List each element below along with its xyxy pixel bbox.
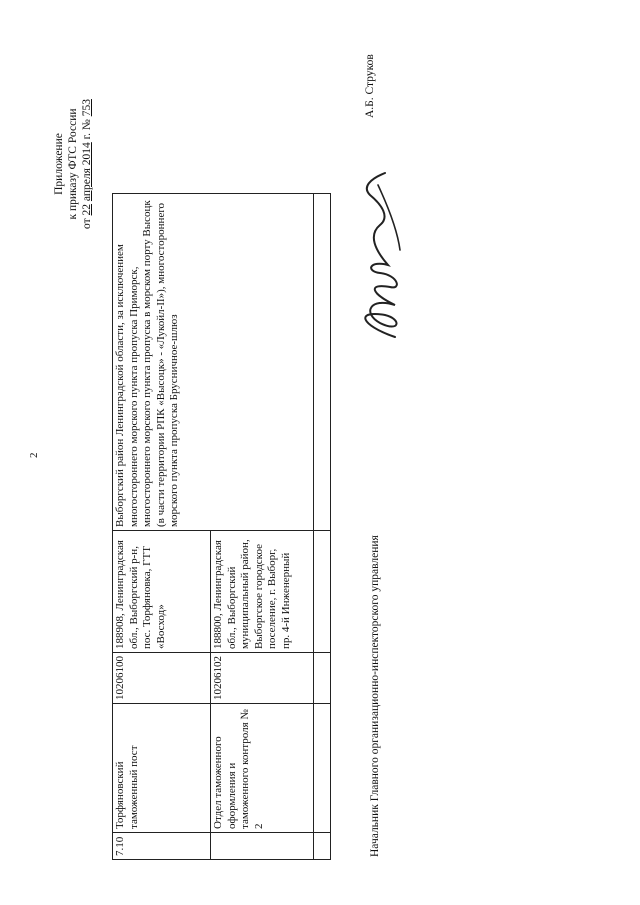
office-code: 10206100 [113, 653, 211, 704]
appendix-date-suffix: г. [81, 133, 93, 140]
table-row [113, 194, 211, 860]
appendix-date-month-year: апреля 2014 [81, 142, 93, 202]
appendix-number: 753 [81, 99, 93, 117]
appendix-line-1: Приложение [53, 133, 65, 195]
empty-cell [314, 833, 331, 860]
appendix-number-prefix: № [81, 119, 93, 131]
empty-cell [314, 194, 331, 531]
office-name: Торфяновский таможенный пост [113, 704, 211, 833]
row-number [211, 833, 314, 860]
signer-name: А.Б. Струков [364, 54, 376, 118]
customs-table [112, 193, 331, 860]
office-name: Отдел таможенного оформления и таможенного контроля № 2 [211, 704, 314, 833]
handwritten-signature [340, 165, 420, 345]
empty-cell [314, 704, 331, 833]
appendix-line-2: к приказу ФТС России [67, 108, 79, 220]
office-address: 188800, Ленинградская обл., Выборгский муниципальный район, Выборгское городское поселение, г. Выборг, пр. 4-й Инженерный [211, 531, 314, 653]
appendix-date-day: 22 [81, 203, 93, 216]
empty-cell [314, 531, 331, 653]
appendix-line-3 [80, 59, 94, 269]
table-row-empty [314, 194, 331, 860]
row-number: 7.10 [113, 833, 211, 860]
empty-cell [314, 653, 331, 704]
page-number: 2 [28, 452, 40, 458]
office-code: 10206102 [211, 653, 314, 704]
signer-position: Начальник Главного организационно-инспекторского управления [369, 535, 381, 857]
office-address: 188908, Ленинградская обл., Выборгский р-н, пос. Торфяновка, ГТТ «Восход» [113, 531, 211, 653]
activity-zone: Выборгский район Ленинградской области, за исключением многостороннего морского пункта пропуска Приморск, многостороннего морского пункта пропуска в морском порту Высоцк (в части территории РПК «Высоцк» - «Лукойл-II»), многостороннего морского пункта пропуска Брусничное-шлюз [113, 194, 314, 531]
appendix-date-prefix: от [81, 218, 93, 229]
appendix-header [52, 59, 94, 269]
